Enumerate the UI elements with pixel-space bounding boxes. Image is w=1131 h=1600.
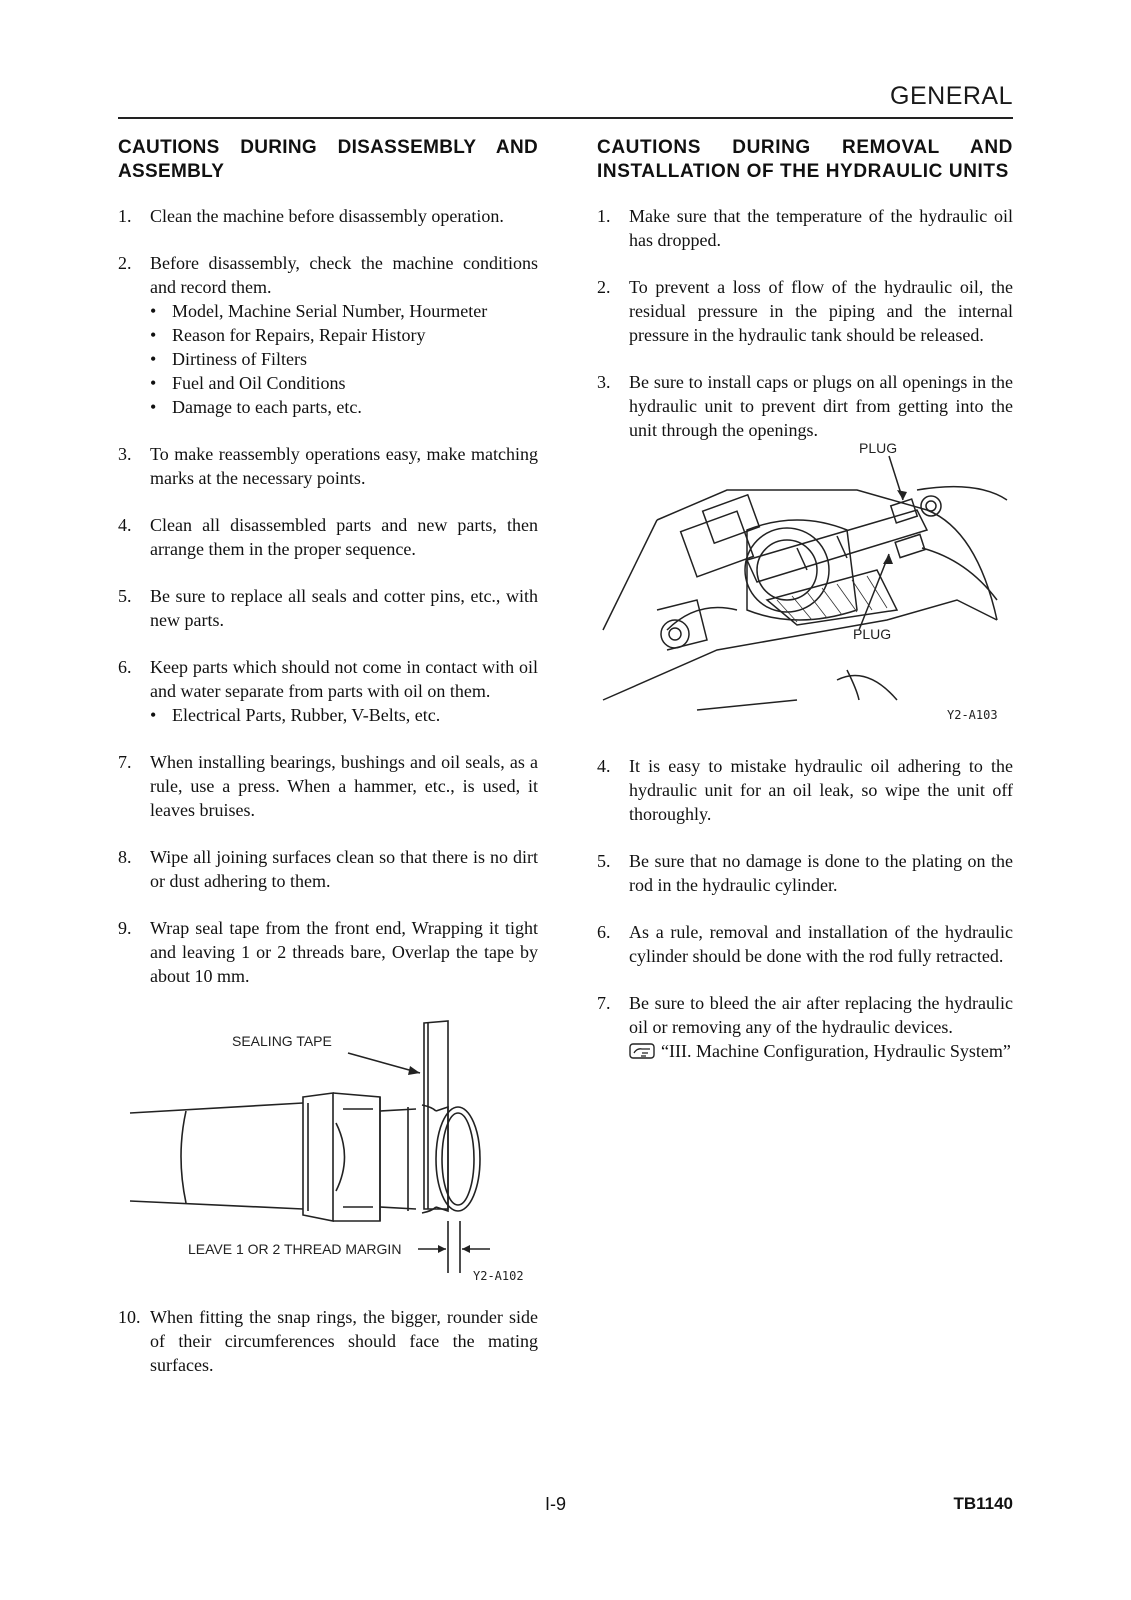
bullet-list	[150, 703, 538, 727]
list-item	[597, 920, 1013, 968]
left-list	[118, 204, 538, 988]
item-number: 1.	[597, 206, 611, 226]
list-item	[118, 204, 538, 228]
item-number: 1.	[118, 206, 132, 226]
list-item	[597, 370, 1013, 442]
item-text: Be sure that no damage is done to the plating on the rod in the hydraulic cylinder.	[629, 851, 1013, 895]
bullet-item: • Damage to each parts, etc.	[150, 395, 538, 419]
list-item	[118, 655, 538, 727]
bullet-item: • Electrical Parts, Rubber, V-Belts, etc.	[150, 703, 538, 727]
item-text: Be sure to bleed the air after replacing the hydraulic oil or removing any of the hydraulic devices.	[629, 993, 1013, 1037]
right-heading: CAUTIONS DURING REMOVAL AND INSTALLATION OF THE HYDRAULIC UNITS	[597, 137, 1013, 182]
list-item	[118, 1305, 538, 1377]
plug-label-bottom: PLUG	[853, 626, 892, 642]
item-number: 2.	[118, 253, 132, 273]
document-code: TB1140	[953, 1494, 1013, 1513]
list-item	[597, 991, 1013, 1063]
plug-label-top: PLUG	[859, 440, 898, 456]
item-text: Be sure to replace all seals and cotter pins, etc., with new parts.	[150, 586, 538, 630]
item-text: When fitting the snap rings, the bigger, rounder side of their circumferences should face the mating surfaces.	[150, 1307, 538, 1375]
item-text: Make sure that the temperature of the hydraulic oil has dropped.	[629, 206, 1013, 250]
item-number: 6.	[597, 922, 611, 942]
item-text: Wipe all joining surfaces clean so that there is no dirt or dust adhering to them.	[150, 847, 538, 891]
header-rule	[118, 117, 1013, 119]
item-text: Keep parts which should not come in contact with oil and water separate from parts with oil on them.	[150, 657, 538, 701]
hydraulic-unit-illustration	[597, 450, 1013, 740]
item-number: 8.	[118, 847, 132, 867]
item-text: As a rule, removal and installation of the hydraulic cylinder should be done with the rod fully retracted.	[629, 922, 1013, 966]
list-item	[118, 251, 538, 419]
item-number: 9.	[118, 918, 132, 938]
item-number: 5.	[118, 586, 132, 606]
item-number: 7.	[118, 752, 132, 772]
thread-margin-label: LEAVE 1 OR 2 THREAD MARGIN	[188, 1241, 402, 1257]
item-text: Be sure to install caps or plugs on all openings in the hydraulic unit to prevent dirt from getting into the unit through the openings.	[629, 372, 1013, 440]
item-number: 2.	[597, 277, 611, 297]
list-item	[118, 750, 538, 822]
list-item	[118, 845, 538, 893]
sealing-tape-label: SEALING TAPE	[232, 1033, 332, 1049]
cross-reference-text: “III. Machine Configuration, Hydraulic System”	[661, 1041, 1011, 1061]
list-item	[118, 916, 538, 988]
item-text: Wrap seal tape from the front end, Wrapping it tight and leaving 1 or 2 threads bare, Overlap the tape by about 10 mm.	[150, 918, 538, 986]
item-number: 4.	[597, 756, 611, 776]
item-text: To prevent a loss of flow of the hydraulic oil, the residual pressure in the piping and the internal pressure in the hydraulic tank should be released.	[629, 277, 1013, 345]
item-number: 7.	[597, 993, 611, 1013]
list-item	[118, 584, 538, 632]
cross-reference	[629, 1039, 1013, 1063]
section-header: GENERAL	[890, 82, 1013, 110]
pointing-hand-icon	[629, 1042, 655, 1060]
bullet-item: • Dirtiness of Filters	[150, 347, 538, 371]
item-text: To make reassembly operations easy, make matching marks at the necessary points.	[150, 444, 538, 488]
bullet-list	[150, 299, 538, 419]
page-number: I-9	[545, 1494, 567, 1514]
item-number: 4.	[118, 515, 132, 535]
item-number: 10.	[118, 1307, 141, 1327]
item-number: 6.	[118, 657, 132, 677]
right-column	[597, 136, 1013, 1086]
list-item	[118, 513, 538, 561]
bullet-item: • Fuel and Oil Conditions	[150, 371, 538, 395]
right-list	[597, 204, 1013, 442]
list-item	[118, 442, 538, 490]
left-column	[118, 136, 538, 1400]
list-item	[597, 754, 1013, 826]
left-heading: CAUTIONS DURING DISASSEMBLY AND ASSEMBLY	[118, 137, 538, 182]
item-number: 3.	[118, 444, 132, 464]
hydraulic-plug-figure	[597, 440, 1013, 740]
bullet-item: • Reason for Repairs, Repair History	[150, 323, 538, 347]
figure-code: Y2-A102	[473, 1269, 524, 1283]
right-list-continued	[597, 754, 1013, 1063]
sealing-tape-figure	[118, 1011, 528, 1291]
item-text: Clean the machine before disassembly operation.	[150, 206, 504, 226]
item-number: 3.	[597, 372, 611, 392]
item-text: It is easy to mistake hydraulic oil adhering to the hydraulic unit for an oil leak, so wipe the unit off thoroughly.	[629, 756, 1013, 824]
list-item	[597, 204, 1013, 252]
bullet-item: • Model, Machine Serial Number, Hourmeter	[150, 299, 538, 323]
item-text: Before disassembly, check the machine conditions and record them.	[150, 253, 538, 297]
item-text: When installing bearings, bushings and oil seals, as a rule, use a press. When a hammer, etc., is used, it leaves bruises.	[150, 752, 538, 820]
item-text: Clean all disassembled parts and new parts, then arrange them in the proper sequence.	[150, 515, 538, 559]
list-item	[597, 275, 1013, 347]
list-item	[597, 849, 1013, 897]
item-number: 5.	[597, 851, 611, 871]
left-list-continued	[118, 1305, 538, 1377]
figure-code: Y2-A103	[947, 708, 998, 722]
